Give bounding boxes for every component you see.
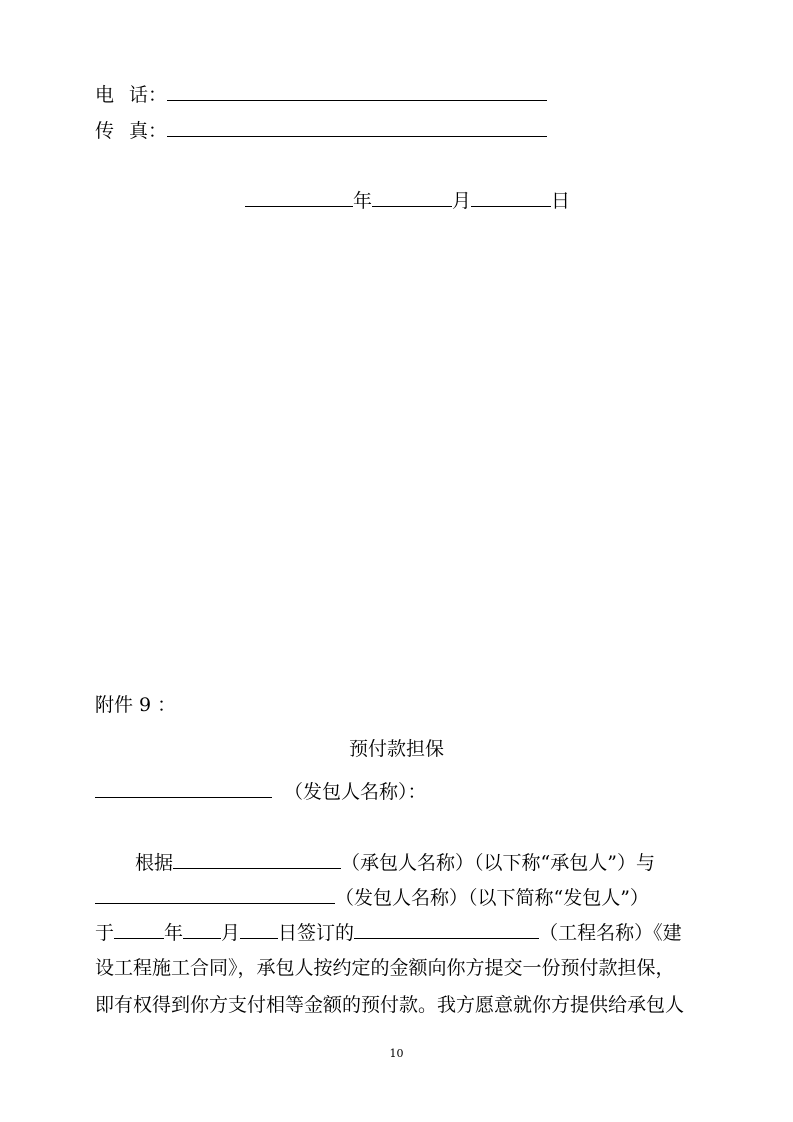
fax-label-char-1: 传	[95, 120, 115, 142]
p1-year: 年	[164, 922, 184, 944]
paragraph-line-4: 设工程施工合同》，承包人按约定的金额向你方提交一份预付款担保，	[95, 957, 675, 979]
attachment-label: 附件 9 ：	[95, 694, 177, 716]
day-blank[interactable]	[471, 186, 551, 207]
p1-month: 月	[221, 922, 241, 944]
p1-project-text: （工程名称）《建	[539, 922, 682, 944]
day-label: 日	[551, 190, 571, 212]
phone-line	[95, 80, 547, 107]
paragraph-line-2	[95, 883, 649, 910]
contractor-name-blank[interactable]	[173, 848, 341, 869]
sign-month-blank[interactable]	[183, 918, 221, 939]
addressee-line	[95, 777, 427, 804]
employer-name-blank[interactable]	[95, 883, 335, 904]
year-label: 年	[353, 190, 373, 212]
fax-blank[interactable]	[167, 116, 547, 137]
fax-label-char-2: 真：	[129, 120, 168, 142]
fax-line	[95, 116, 547, 143]
p1-on: 于	[95, 922, 115, 944]
date-line	[245, 186, 570, 213]
p1-employer-text: （发包人名称）（以下简称“发包人”）	[335, 887, 649, 909]
paragraph-line-3	[95, 918, 682, 945]
p1-contractor-text: （承包人名称）（以下称“承包人”）与	[341, 852, 655, 874]
paragraph-line-1	[135, 848, 655, 875]
p1-day: 日签订的	[278, 922, 355, 944]
phone-label-char-2: 话：	[129, 84, 168, 106]
sign-day-blank[interactable]	[240, 918, 278, 939]
project-name-blank[interactable]	[354, 918, 539, 939]
year-blank[interactable]	[245, 186, 353, 207]
month-label: 月	[452, 190, 472, 212]
p1-start: 根据	[135, 852, 174, 874]
addressee-suffix: （发包人名称）：	[284, 781, 427, 803]
addressee-blank[interactable]	[95, 777, 272, 798]
paragraph-line-5: 即有权得到你方支付相等金额的预付款。我方愿意就你方提供给承包人	[95, 994, 685, 1016]
page-number: 10	[389, 1047, 404, 1060]
month-blank[interactable]	[372, 186, 452, 207]
document-title: 预付款担保	[348, 738, 444, 760]
phone-label-char-1: 电	[95, 84, 115, 106]
phone-blank[interactable]	[167, 80, 547, 101]
sign-year-blank[interactable]	[114, 918, 164, 939]
